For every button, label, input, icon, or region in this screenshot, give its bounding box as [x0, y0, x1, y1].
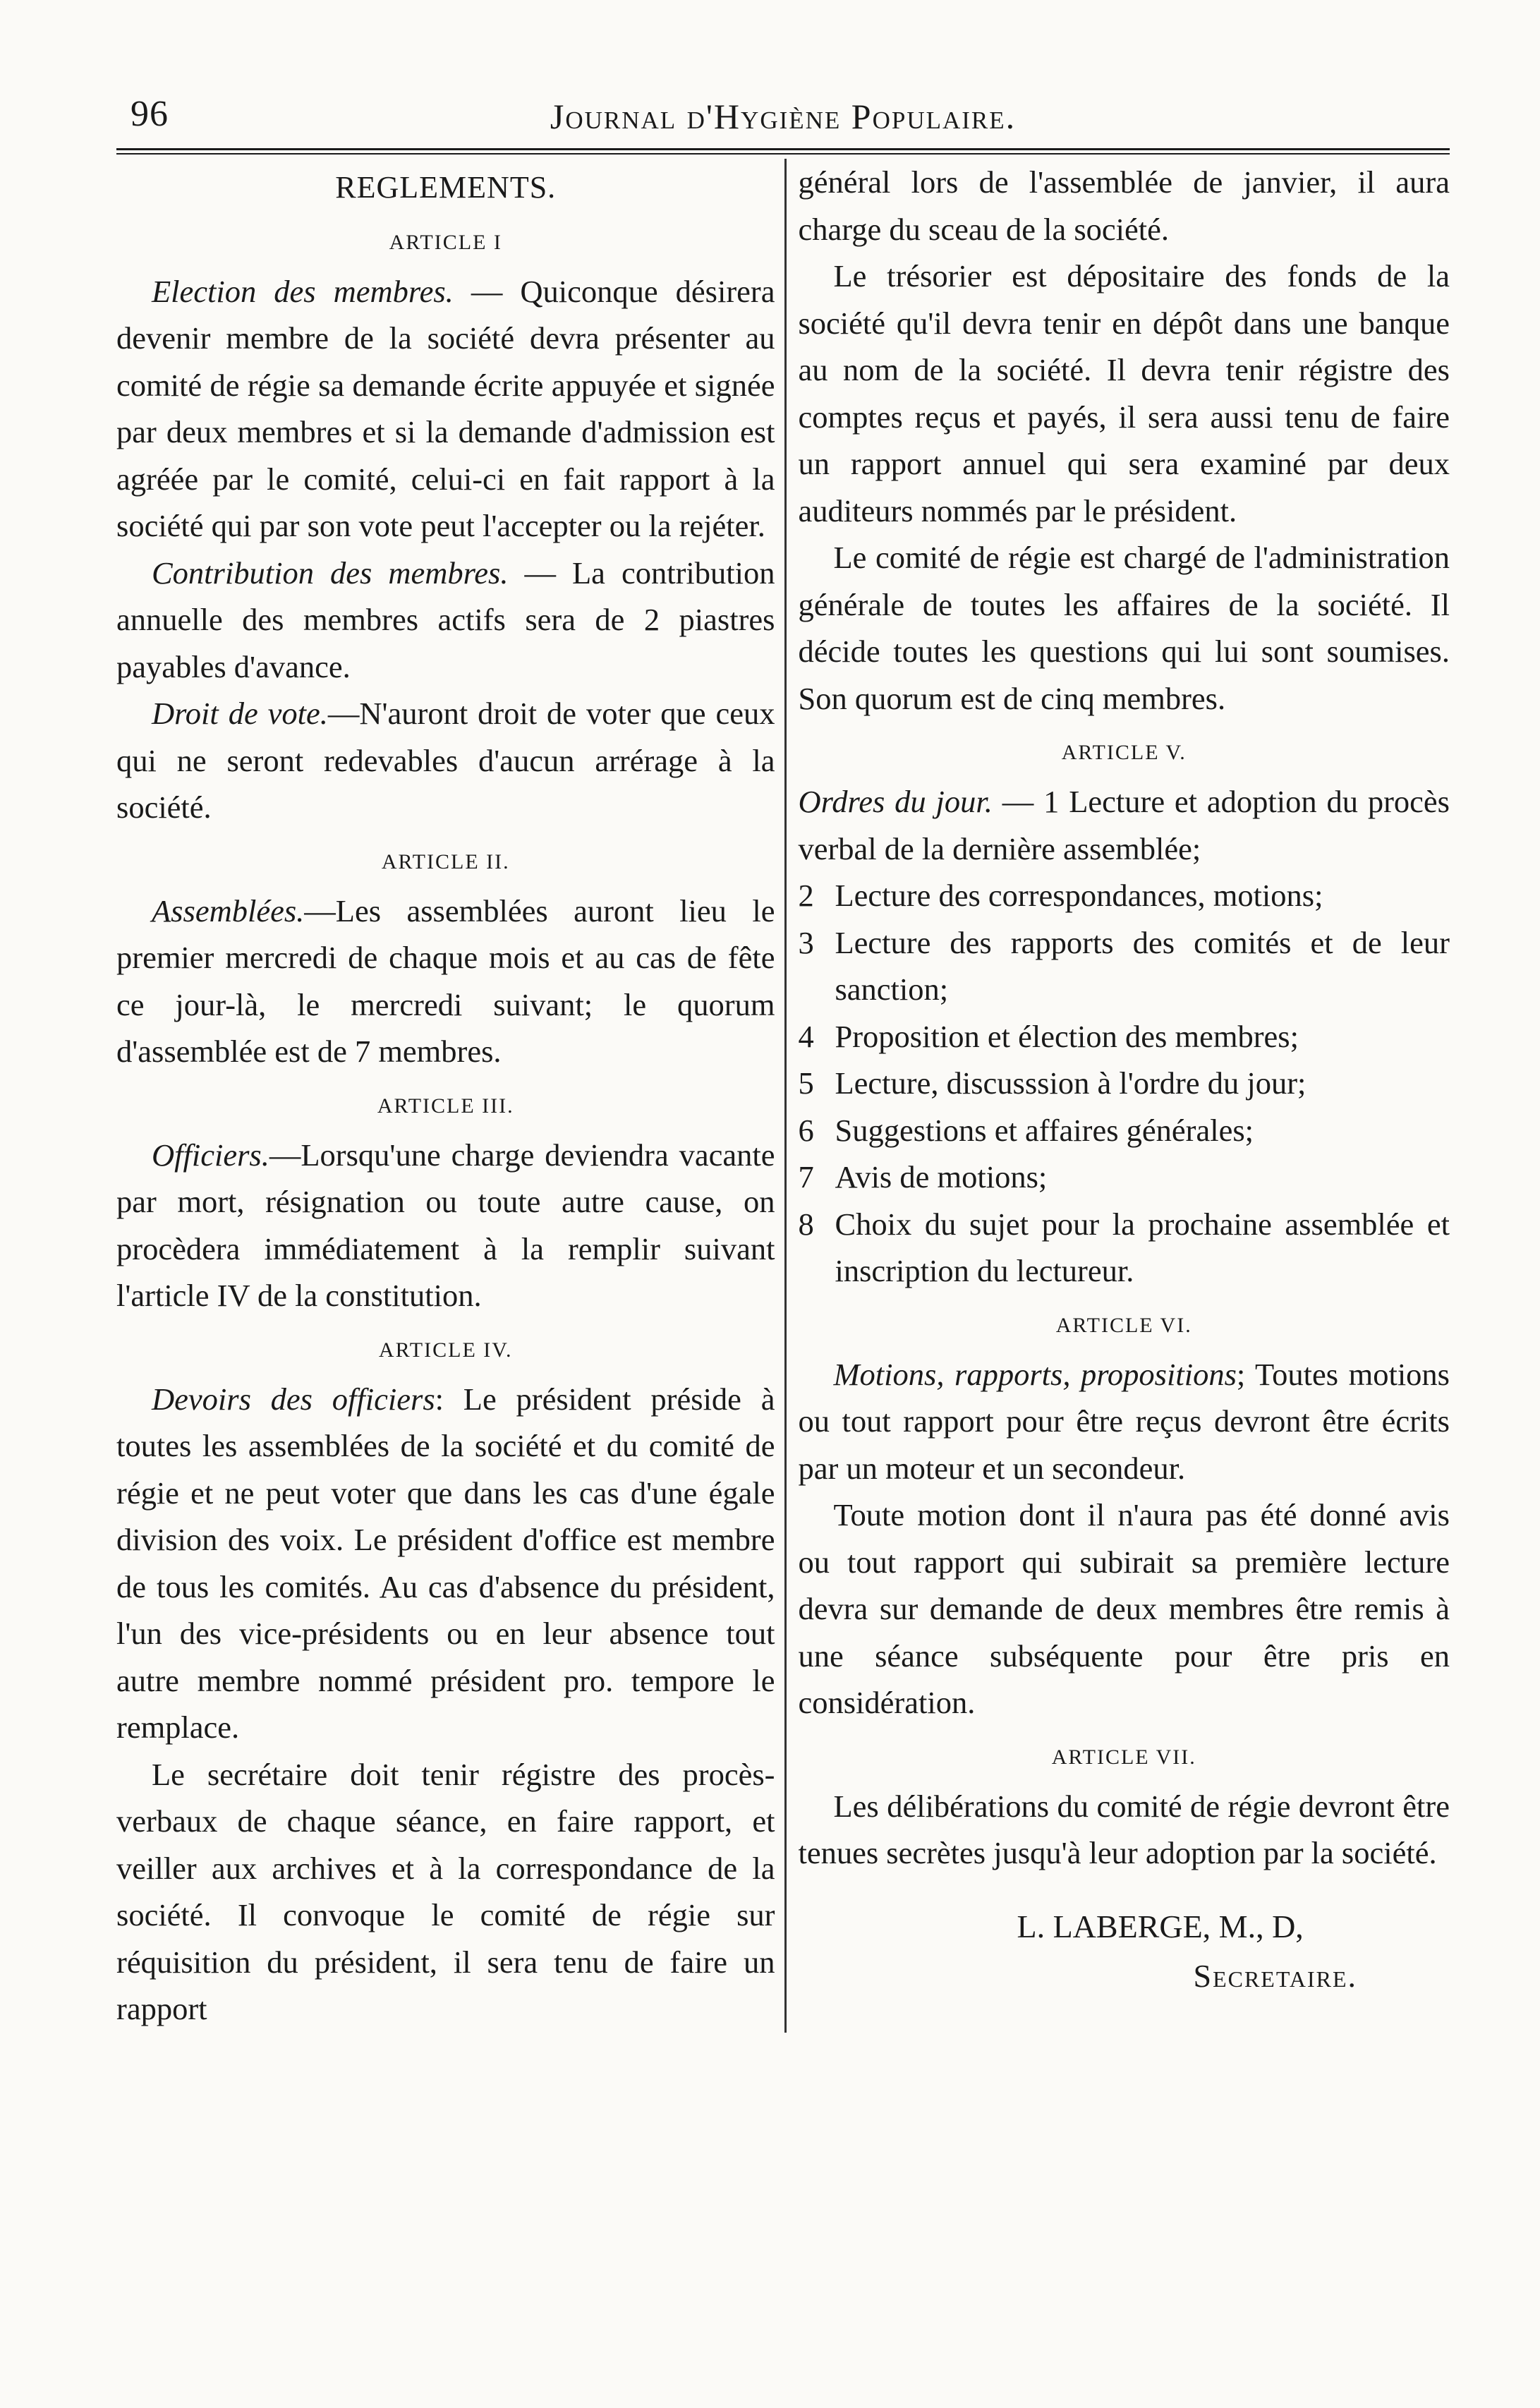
list-item: Ordres du jour. — 1 Lecture et adoption du procès verbal de la dernière assemblée;	[798, 784, 1450, 866]
ordre-num: 4	[798, 1018, 814, 1054]
assemblees-text: —Les assemblées auront lieu le premier mercredi de chaque mois et au cas de fête ce jour-là, le mercredi suivant; le quorum d'assemblée est de 7 membres.	[116, 893, 775, 1069]
article-7-heading: ARTICLE VII.	[1051, 1745, 1196, 1769]
officiers-paragraph	[116, 1132, 775, 1319]
header-rule	[116, 148, 1450, 155]
ordre-num: 1	[1043, 784, 1060, 819]
page	[116, 85, 1450, 2033]
devoirs-text: : Le président préside à toutes les assemblées de la société et du comité de régie et ne peut voter que dans les cas d'une égale division des voix. Le président d'office est membre de tous les comités. Au cas d'absence du président, l'un des vice-présidents ou en leur absence tout autre membre nommé président pro. tempore le remplace.	[116, 1381, 775, 1745]
droit-label: Droit de vote.	[152, 696, 328, 731]
secretaire-paragraph: Le secrétaire doit tenir régistre des procès-verbaux de chaque séance, en faire rapport, et veiller aux archives et à la correspondance de la société. Il convoque le comité de régie sur réquisition du président, il sera tenu de faire un rapport	[116, 1756, 775, 2026]
ordre-text: Choix du sujet pour la prochaine assemblée et inscription du lectureur.	[835, 1206, 1450, 1288]
droit-paragraph	[116, 690, 775, 831]
ordre-text: Lecture et adoption du procès verbal de la dernière assemblée;	[798, 784, 1450, 866]
article-1-heading: ARTICLE I	[389, 230, 502, 254]
ordre-num: 2	[798, 878, 814, 913]
signature-block	[798, 1902, 1450, 2001]
ordre-num: 6	[798, 1112, 814, 1148]
ordre-text: Avis de motions;	[835, 1159, 1048, 1194]
ordres-label: Ordres du jour.	[798, 784, 993, 819]
article-3-heading: ARTICLE III.	[377, 1094, 514, 1118]
motions-text: ; Toutes motions ou tout rapport pour être reçus devront être écrits par un moteur et un secondeur.	[798, 1356, 1450, 1486]
election-text: — Quiconque désirera devenir membre de la société devra présenter au comité de régie sa demande écrite appuyée et signée par deux membres et si la demande d'admission est agréée par le comité, celui-ci en fait rapport à la société qui par son vote peut l'accepter ou la rejéter.	[116, 273, 775, 543]
ordre-text: Lecture, discusssion à l'ordre du jour;	[835, 1065, 1306, 1101]
list-item	[798, 1201, 1450, 1295]
article-4-heading: ARTICLE IV.	[378, 1338, 513, 1362]
continuation-paragraph: général lors de l'assemblée de janvier, il aura charge du sceau de la société.	[798, 164, 1450, 247]
assemblees-paragraph	[116, 888, 775, 1075]
section-title: REGLEMENTS.	[335, 170, 557, 205]
contribution-label: Contribution des membres.	[152, 555, 509, 591]
ordre-text: Lecture des rapports des comités et de leur sanction;	[835, 924, 1450, 1007]
page-number: 96	[131, 94, 169, 134]
election-label: Election des membres.	[152, 273, 454, 309]
tresorier-paragraph: Le trésorier est dépositaire des fonds de la société qu'il devra tenir en dépôt dans une banque au nom de la société. Il devra tenir régistre des comptes reçus et payés, il sera aussi tenu de faire un rapport annuel qui sera examiné par deux auditeurs nommés par le président.	[798, 258, 1450, 528]
signature-name: L. LABERGE, M., D,	[1017, 1908, 1304, 1944]
ordres-du-jour-list	[798, 778, 1450, 1295]
devoirs-label: Devoirs des officiers	[152, 1381, 435, 1417]
assemblees-label: Assemblées.	[152, 893, 305, 928]
ordre-text: Lecture des correspondances, motions;	[835, 878, 1323, 913]
list-item	[798, 919, 1450, 1013]
two-column-body	[116, 159, 1450, 2033]
list-item	[798, 1154, 1450, 1201]
ordre-num: 5	[798, 1065, 814, 1101]
election-paragraph	[116, 268, 775, 550]
officiers-text: —Lorsqu'une charge deviendra vacante par mort, résignation ou toute autre cause, on procèdera immédiatement à la remplir suivant l'article IV de la constitution.	[116, 1137, 775, 1313]
left-column	[116, 159, 787, 2033]
list-item	[798, 1107, 1450, 1154]
list-item	[798, 1013, 1450, 1060]
comite-paragraph: Le comité de régie est chargé de l'administration générale de toutes les affaires de la société. Il décide toutes les questions qui lui sont soumises. Son quorum est de cinq membres.	[798, 540, 1450, 716]
droit-text: —N'auront droit de voter que ceux qui ne seront redevables d'aucun arrérage à la société.	[116, 696, 775, 825]
ordre-text: Proposition et élection des membres;	[835, 1018, 1299, 1054]
article-5-heading: ARTICLE V.	[1061, 741, 1187, 764]
right-column	[787, 159, 1450, 2033]
journal-title: Journal d'Hygiène Populaire.	[550, 97, 1017, 136]
list-item	[798, 1060, 1450, 1107]
article-6-heading: ARTICLE VI.	[1055, 1313, 1192, 1337]
ordre-num: 8	[798, 1206, 814, 1242]
deliberations-paragraph: Les délibérations du comité de régie devront être tenues secrètes jusqu'à leur adoption par la société.	[798, 1788, 1450, 1870]
ordre-num: 7	[798, 1159, 814, 1194]
signature-title: Secretaire.	[1193, 1957, 1357, 1994]
officiers-label: Officiers.	[152, 1137, 269, 1173]
list-item	[798, 872, 1450, 919]
avis-paragraph: Toute motion dont il n'aura pas été donné avis ou tout rapport qui subirait sa première lecture devra sur demande de deux membres être remis à une séance subséquente pour être pris en considération.	[798, 1497, 1450, 1720]
devoirs-paragraph	[116, 1376, 775, 1751]
motions-paragraph	[798, 1351, 1450, 1492]
motions-label: Motions, rapports, propositions	[833, 1356, 1237, 1392]
ordre-text: Suggestions et affaires générales;	[835, 1112, 1254, 1148]
article-2-heading: ARTICLE II.	[381, 849, 510, 873]
running-head	[116, 85, 1450, 148]
contribution-text: — La contribution annuelle des membres actifs sera de 2 piastres payables d'avance.	[116, 555, 775, 684]
contribution-paragraph	[116, 550, 775, 691]
ordre-num: 3	[798, 924, 814, 960]
